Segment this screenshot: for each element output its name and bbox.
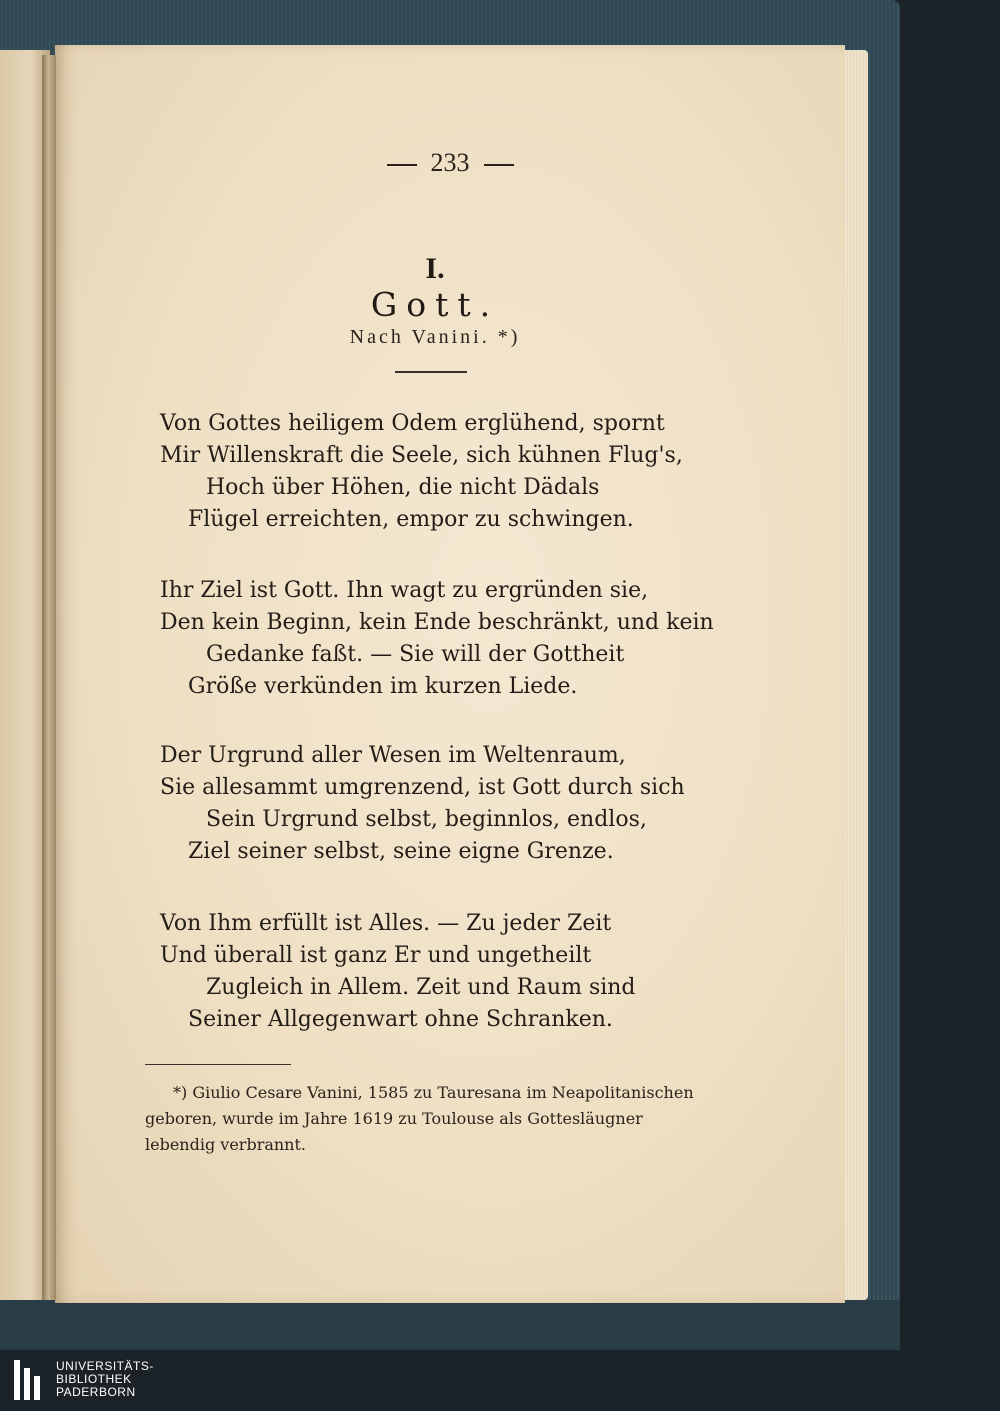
verse-line: Zugleich in Allem. Zeit und Raum sind [206,975,636,1000]
page-number-line [55,148,845,178]
stanza-3 [160,740,720,868]
verse-line: Flügel erreichten, empor zu schwingen. [188,507,634,532]
verse-line: Sein Urgrund selbst, beginnlos, endlos, [206,807,647,832]
verse-line: Sie allesammt umgrenzend, ist Gott durch sich [160,775,685,800]
verse-line: Seiner Allgegenwart ohne Schranken. [188,1007,613,1032]
book-cover-bottom-edge [0,1300,900,1350]
footnote-line: *) Giulio Cesare Vanini, 1585 zu Tauresana im Neapolitanischen [173,1083,694,1102]
poem-subtitle: Nach Vanini. *) [349,326,521,348]
page-number: 233 [430,148,470,177]
logo-line: UNIVERSITÄTS- [56,1359,154,1373]
footnote-rule [145,1064,291,1065]
dash-left [387,164,417,166]
footnote [145,1080,745,1158]
logo-line: PADERBORN [56,1385,136,1399]
stanza-2 [160,575,720,703]
verse-line: Und überall ist ganz Er und ungetheilt [160,943,592,968]
library-logo-text [56,1360,154,1399]
library-logo-icon [14,1360,48,1400]
verse-line: Von Ihm erfüllt ist Alles. — Zu jeder Zeit [160,911,612,936]
title-rule [395,371,467,373]
poem-title: Gott. [370,285,500,324]
verse-line: Gedanke faßt. — Sie will der Gottheit [206,642,625,667]
footnote-line: geboren, wurde im Jahre 1619 zu Toulouse als Gottesläugner [145,1109,643,1128]
verse-line: Ziel seiner selbst, seine eigne Grenze. [188,839,614,864]
verse-line: Ihr Ziel ist Gott. Ihn wagt zu ergründen sie, [160,578,649,603]
verse-line: Den kein Beginn, kein Ende beschränkt, und kein [160,610,714,635]
verse-line: Hoch über Höhen, die nicht Dädals [206,475,600,500]
verse-line: Mir Willenskraft die Seele, sich kühnen Flug's, [160,443,683,468]
book-gutter [42,55,56,1300]
stanza-4 [160,908,720,1036]
chapter-number: I. [425,252,445,285]
stanza-1 [160,408,720,536]
dash-right [484,164,514,166]
logo-line: BIBLIOTHEK [56,1372,132,1386]
verse-line: Von Gottes heiligem Odem erglühend, spornt [160,411,665,436]
verse-line: Der Urgrund aller Wesen im Weltenraum, [160,743,626,768]
library-logo [14,1360,154,1400]
footnote-line: lebendig verbrannt. [145,1135,306,1154]
verse-line: Größe verkünden im kurzen Liede. [188,674,578,699]
